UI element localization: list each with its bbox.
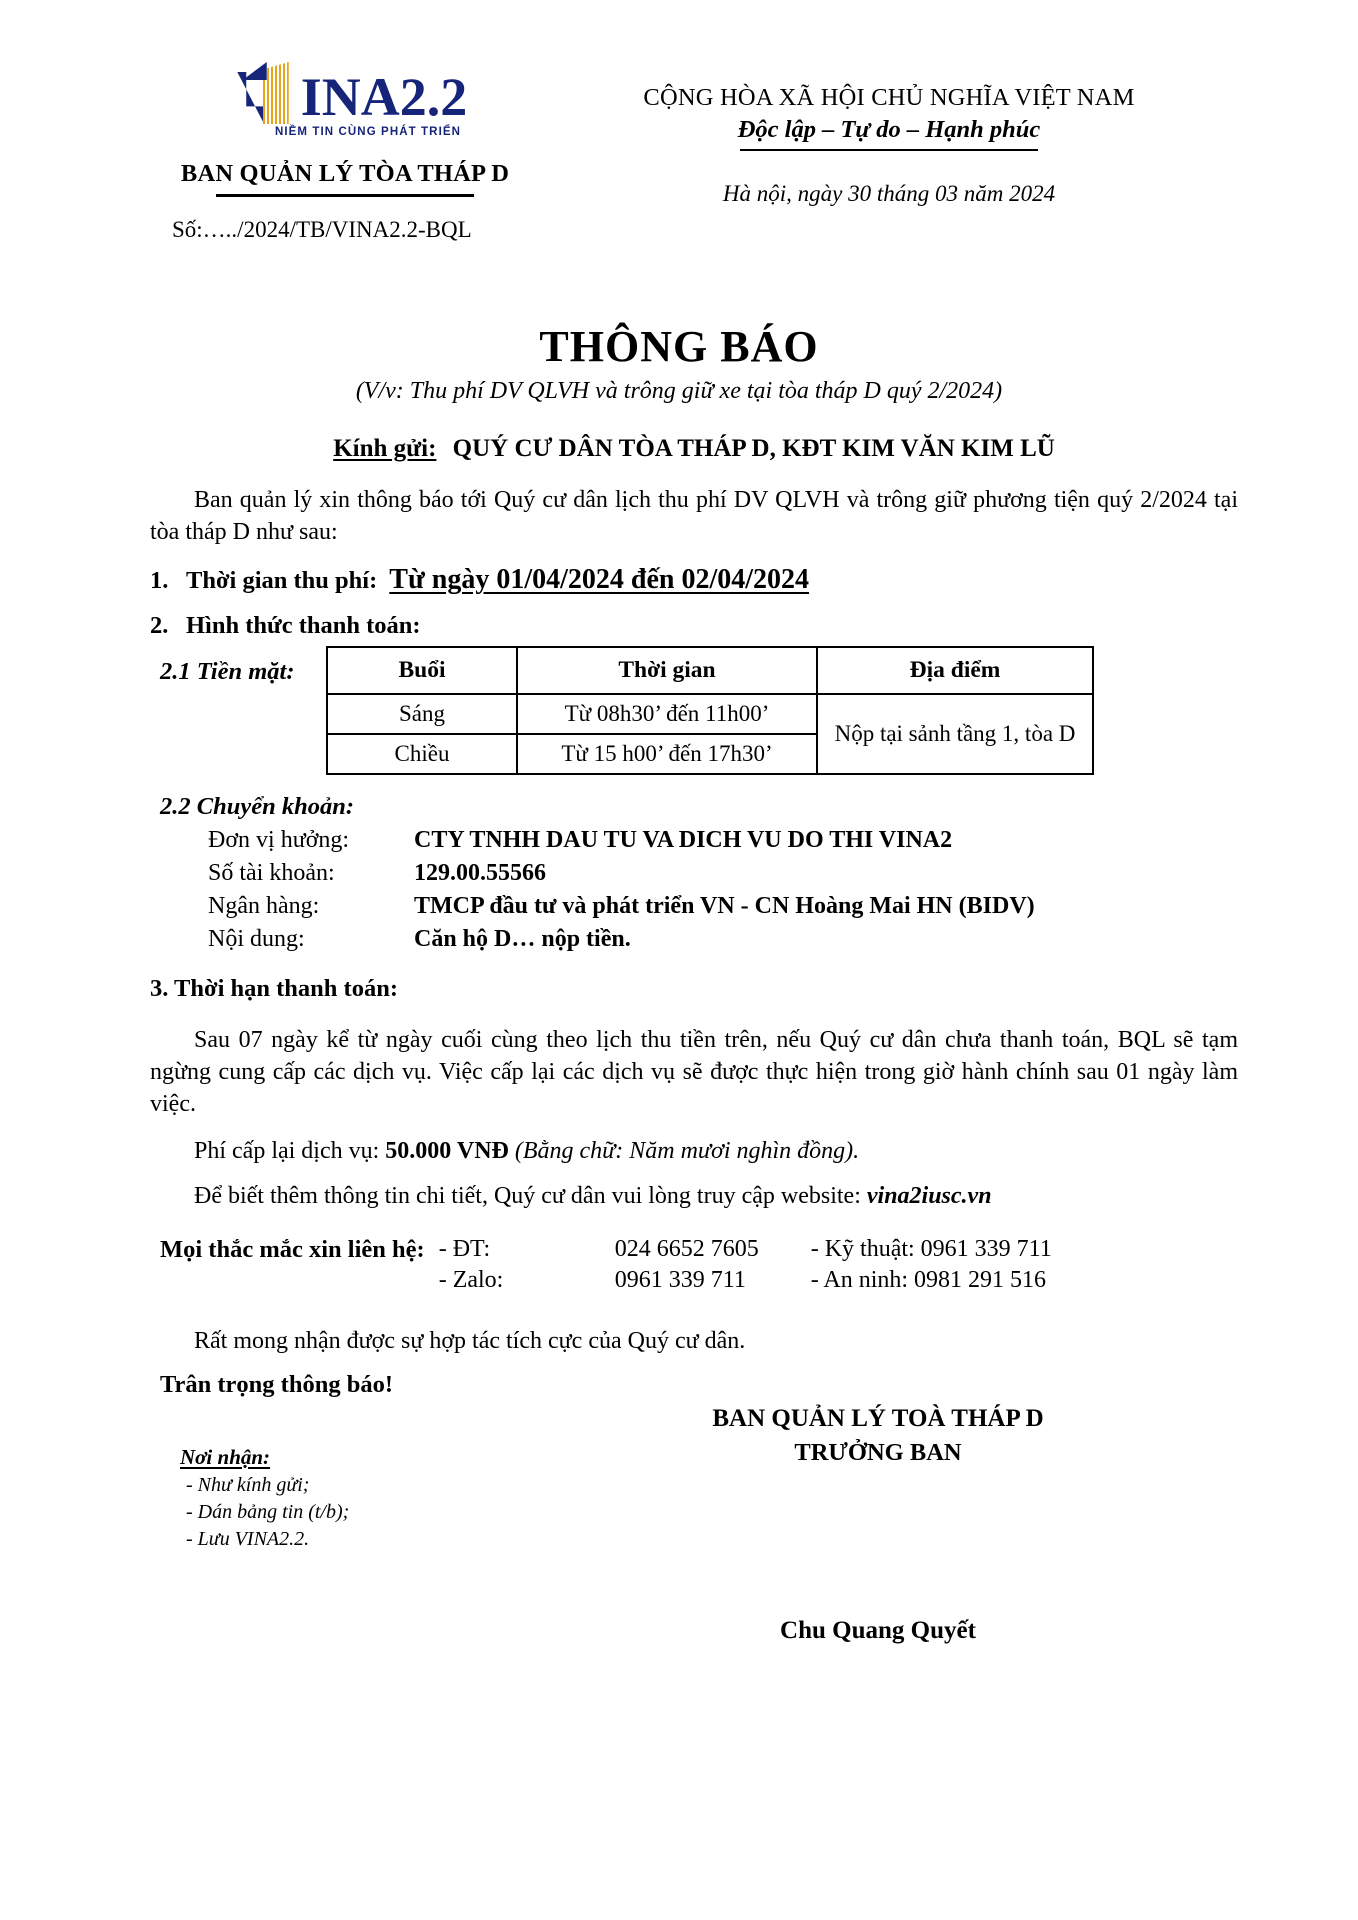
bank-value-bank: TMCP đầu tư và phát triển VN - CN Hoàng Mai HN (BIDV) <box>414 893 1035 920</box>
section-2-label: Hình thức thanh toán: <box>186 612 421 640</box>
contact-block <box>150 1236 1238 1294</box>
bank-value-account: 129.00.55566 <box>414 860 546 887</box>
recipients-note-block <box>180 1445 349 1551</box>
logo-building-v-icon <box>223 62 299 124</box>
section-2 <box>150 612 1238 640</box>
contact-number-phone: 024 6652 7605 <box>614 1236 759 1263</box>
cash-payment-row <box>150 646 1238 775</box>
contact-grid <box>439 1236 1052 1294</box>
table-header-row <box>327 647 1093 694</box>
signature-organization: BAN QUẢN LÝ TOÀ THÁP D <box>712 1405 1044 1433</box>
cell-time-afternoon: Từ 15 h00’ đến 17h30’ <box>517 734 817 774</box>
contact-extra-technical: - Kỹ thuật: 0961 339 711 <box>810 1236 1052 1263</box>
section-1 <box>150 564 1238 596</box>
bank-key-content: Nội dung: <box>208 926 305 953</box>
recipient-line <box>150 435 1238 463</box>
regards-line: Trân trọng thông báo! <box>160 1371 394 1399</box>
contact-title: Mọi thắc mắc xin liên hệ: <box>160 1236 425 1264</box>
collection-period-value: Từ ngày 01/04/2024 đến 02/04/2024 <box>389 564 810 596</box>
header-left-block <box>120 62 540 243</box>
cash-payment-label: 2.1 Tiền mặt: <box>160 658 295 686</box>
fee-amount: 50.000 VNĐ <box>385 1138 509 1165</box>
bank-row-account <box>208 860 1238 887</box>
contact-channel-zalo: - Zalo: <box>438 1267 504 1294</box>
cell-place: Nộp tại sảnh tầng 1, tòa D <box>817 694 1093 774</box>
contact-number-zalo: 0961 339 711 <box>614 1267 746 1294</box>
recipients-note-item: - Lưu VINA2.2. <box>186 1528 310 1551</box>
national-heading: CỘNG HÒA XÃ HỘI CHỦ NGHĨA VIỆT NAM <box>643 84 1135 111</box>
recipient-label: Kính gửi: <box>333 435 437 462</box>
document-number: Số:…../2024/TB/VINA2.2-BQL <box>172 217 472 242</box>
contact-channel-phone: - ĐT: <box>438 1236 491 1263</box>
place-and-date: Hà nội, ngày 30 tháng 03 năm 2024 <box>722 181 1056 206</box>
cell-session-afternoon: Chiều <box>327 734 517 774</box>
bank-value-beneficiary: CTY TNHH DAU TU VA DICH VU DO THI VINA2 <box>414 827 953 854</box>
document-body <box>0 435 1358 1675</box>
bank-row-bank <box>208 893 1238 920</box>
table-row <box>327 694 1093 734</box>
bank-key-account: Số tài khoản: <box>208 860 335 887</box>
bank-details <box>150 827 1238 953</box>
website-prefix: Để biết thêm thông tin chi tiết, Quý cư dân vui lòng truy cập website: <box>194 1183 861 1210</box>
bank-key-bank: Ngân hàng: <box>208 893 320 920</box>
issuing-organization: BAN QUẢN LÝ TÒA THÁP D <box>180 160 510 187</box>
section-1-number: 1. <box>150 567 169 595</box>
fee-prefix: Phí cấp lại dịch vụ: <box>194 1138 380 1165</box>
national-motto: Độc lập – Tự do – Hạnh phúc <box>737 116 1041 143</box>
signature-role: TRƯỞNG BAN <box>794 1439 962 1467</box>
bank-transfer-label: 2.2 Chuyển khoản: <box>160 793 355 821</box>
recipients-note-title: Nơi nhận: <box>180 1445 271 1470</box>
fee-in-words: (Bằng chữ: Năm mươi nghìn đồng). <box>514 1138 860 1165</box>
reactivation-fee-line <box>150 1138 1238 1165</box>
section-2-number: 2. <box>150 612 169 640</box>
bank-row-content <box>208 926 1238 953</box>
header-time: Thời gian <box>517 647 817 694</box>
section-1-label: Thời gian thu phí: <box>186 567 378 595</box>
bank-key-beneficiary: Đơn vị hưởng: <box>208 827 350 854</box>
logo-tagline: NIỀM TIN CÙNG PHÁT TRIỂN <box>274 126 462 138</box>
logo-mark-and-text <box>223 62 468 127</box>
bank-row-beneficiary <box>208 827 1238 854</box>
logo-brand-text: INA2.2 <box>300 67 468 127</box>
organization-underline <box>216 194 474 197</box>
recipient-value: QUÝ CƯ DÂN TÒA THÁP D, KĐT KIM VĂN KIM LŨ <box>452 435 1055 462</box>
bank-value-content: Căn hộ D… nộp tiền. <box>414 926 631 953</box>
document-title: THÔNG BÁO <box>539 322 819 371</box>
company-logo <box>150 62 540 138</box>
section-3-paragraph: Sau 07 ngày kể từ ngày cuối cùng theo lịch thu tiền trên, nếu Quý cư dân chưa thanh toán, BQL sẽ tạm ngừng cung cấp các dịch vụ. Việc cấp lại các dịch vụ sẽ được thực hiện trong giờ hành chính sau 01 ngày làm việc. <box>150 1027 1238 1117</box>
title-block <box>0 321 1358 405</box>
signature-block <box>668 1405 1088 1645</box>
signature-area <box>150 1405 1238 1675</box>
website-url[interactable]: vina2iusc.vn <box>866 1183 992 1210</box>
header-place: Địa điểm <box>817 647 1093 694</box>
motto-underline <box>740 149 1038 151</box>
recipients-note-item: - Dán bảng tin (t/b); <box>186 1501 350 1524</box>
cell-session-morning: Sáng <box>327 694 517 734</box>
recipients-note-item: - Như kính gửi; <box>186 1474 310 1497</box>
cash-schedule-table <box>326 646 1094 775</box>
cell-time-morning: Từ 08h30’ đến 11h00’ <box>517 694 817 734</box>
contact-extra-security: - An ninh: 0981 291 516 <box>810 1267 1047 1294</box>
section-3-label: 3. Thời hạn thanh toán: <box>150 975 399 1003</box>
signature-name: Chu Quang Quyết <box>780 1617 976 1645</box>
intro-paragraph: Ban quản lý xin thông báo tới Quý cư dân lịch thu phí DV QLVH và trông giữ phương tiện quý 2/2024 tại tòa tháp D như sau: <box>150 487 1238 545</box>
document-subtitle: (V/v: Thu phí DV QLVH và trông giữ xe tại tòa tháp D quý 2/2024) <box>355 378 1003 404</box>
cooperation-line: Rất mong nhận được sự hợp tác tích cực của Quý cư dân. <box>194 1328 746 1355</box>
header-session: Buổi <box>327 647 517 694</box>
header-right-block <box>540 62 1238 207</box>
website-line <box>150 1183 1238 1210</box>
document-header <box>0 0 1358 243</box>
